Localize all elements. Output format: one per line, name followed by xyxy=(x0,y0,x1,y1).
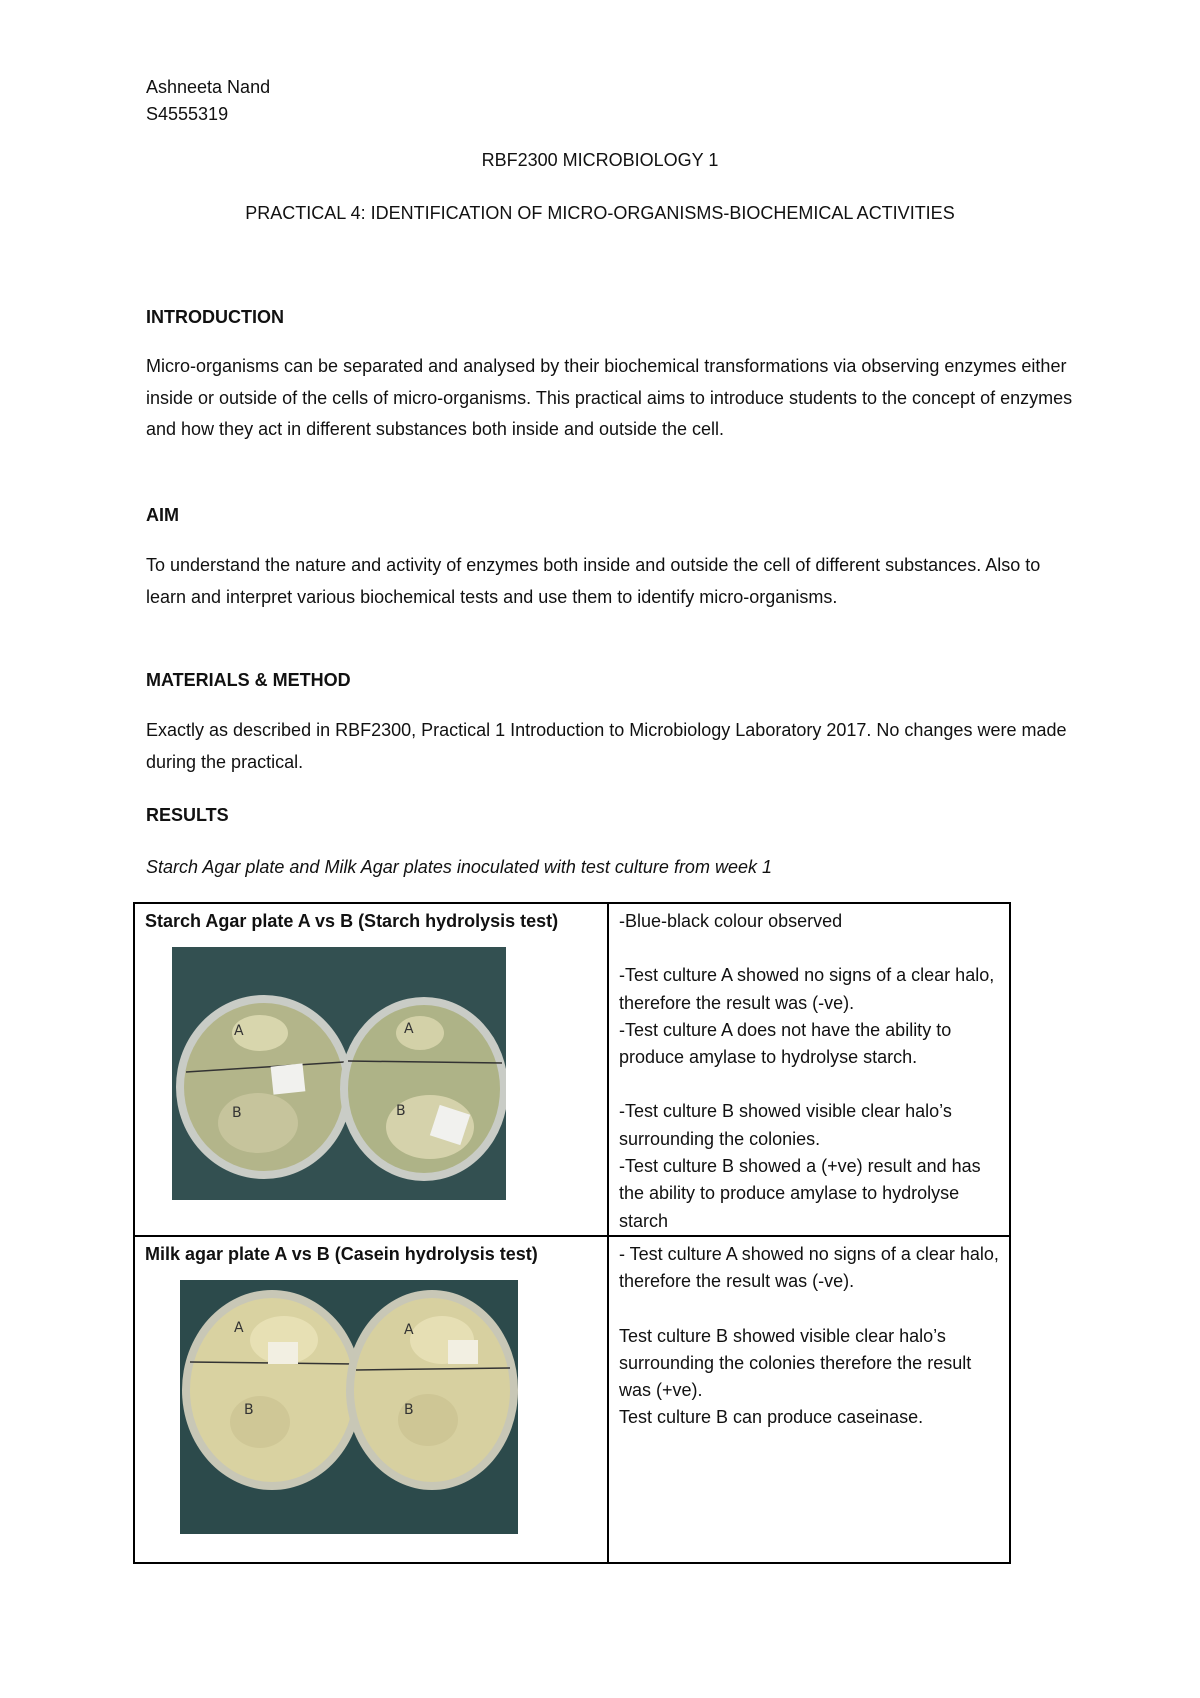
plate-label: A xyxy=(234,1023,244,1040)
observation-text: -Test culture B showed visible clear halo’s surrounding the colonies. xyxy=(619,1101,952,1149)
introduction-heading: INTRODUCTION xyxy=(146,307,284,327)
casein-test-cell xyxy=(134,1236,608,1563)
student-id: S4555319 xyxy=(146,104,229,124)
aim-text: To understand the nature and activity of enzymes both inside and outside the cell of different substances. Also to learn and interpret various biochemical tests and use them to identify micro-organisms. xyxy=(146,555,1041,607)
starch-test-title: Starch Agar plate A vs B (Starch hydrolysis test) xyxy=(145,911,559,931)
introduction-text: Micro-organisms can be separated and analysed by their biochemical transformations via observing enzymes either inside or outside of the cells of micro-organisms. This practical aims to introduce students to the concept of enzymes and how they act in different substances both inside and outside the cell. xyxy=(146,356,1073,439)
observation-text: -Test culture A showed no signs of a clear halo, therefore the result was (-ve). xyxy=(619,965,995,1013)
course-title: RBF2300 MICROBIOLOGY 1 xyxy=(481,150,719,170)
plate-label: A xyxy=(404,1021,414,1038)
results-caption: Starch Agar plate and Milk Agar plates inoculated with test culture from week 1 xyxy=(146,857,772,877)
plate-label: A xyxy=(234,1320,244,1337)
practical-title: PRACTICAL 4: IDENTIFICATION OF MICRO-ORGANISMS-BIOCHEMICAL ACTIVITIES xyxy=(245,203,955,223)
colony-b xyxy=(230,1396,290,1448)
plate-label: A xyxy=(404,1322,414,1339)
observation-text: -Blue-black colour observed xyxy=(619,911,843,931)
starch-test-cell xyxy=(134,903,608,1236)
plate-label: B xyxy=(232,1105,242,1122)
table-row xyxy=(134,1236,1010,1563)
results-table xyxy=(133,902,1011,1564)
aim-heading: AIM xyxy=(146,505,179,525)
author-name: Ashneeta Nand xyxy=(146,77,271,97)
materials-heading: MATERIALS & METHOD xyxy=(146,670,351,690)
table-row xyxy=(134,903,1010,1236)
milk-plate-photo xyxy=(180,1280,518,1534)
observation-text: - Test culture A showed no signs of a clear halo, therefore the result was (-ve). xyxy=(619,1243,999,1292)
label-sticker xyxy=(448,1340,478,1364)
materials-text: Exactly as described in RBF2300, Practical 1 Introduction to Microbiology Laboratory 2017. No changes were made during the practical. xyxy=(146,720,1067,772)
label-sticker xyxy=(268,1342,298,1364)
casein-observations-cell xyxy=(608,1236,1010,1563)
plate-label: B xyxy=(396,1103,406,1120)
observation-text: Test culture B showed visible clear halo’s surrounding the colonies therefore the result was (+ve). xyxy=(619,1325,972,1401)
observation-text: -Test culture B showed a (+ve) result and has the ability to produce amylase to hydrolyse starch xyxy=(619,1156,981,1231)
starch-observations-cell xyxy=(608,903,1010,1236)
label-sticker xyxy=(271,1064,306,1095)
colony-b xyxy=(218,1093,298,1153)
results-heading: RESULTS xyxy=(146,805,229,825)
plate-label: B xyxy=(244,1402,254,1419)
observation-text: Test culture B can produce caseinase. xyxy=(619,1407,924,1428)
casein-test-title: Milk agar plate A vs B (Casein hydrolysis test) xyxy=(145,1243,538,1264)
starch-plate-photo xyxy=(172,947,506,1200)
plate-label: B xyxy=(404,1402,414,1419)
observation-text: -Test culture A does not have the ability to produce amylase to hydrolyse starch. xyxy=(619,1019,952,1068)
